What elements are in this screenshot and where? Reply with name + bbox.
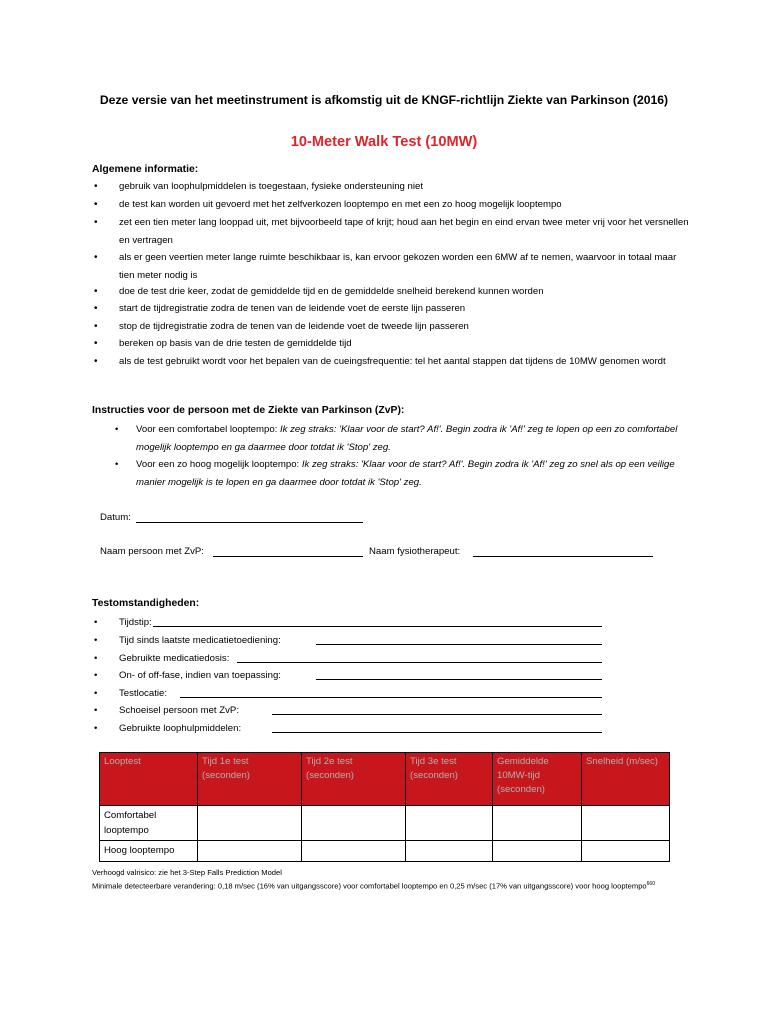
instruction-lead: Voor een comfortabel looptempo: — [136, 424, 280, 435]
table-header-row — [100, 753, 670, 806]
table-header: Gemiddelde 10MW-tijd (seconden) — [493, 753, 582, 806]
row-label: Comfortabel looptempo — [100, 806, 198, 841]
instructions-heading: Instructies voor de persoon met de Ziekte van Parkinson (ZvP): — [92, 405, 405, 416]
table-cell[interactable] — [198, 806, 302, 841]
general-heading: Algemene informatie: — [92, 164, 199, 175]
test-location-field[interactable] — [180, 697, 602, 698]
table-cell[interactable] — [493, 841, 582, 862]
medication-dose-field[interactable] — [237, 662, 602, 663]
source-note: Deze versie van het meetinstrument is afkomstig uit de KNGF-richtlijn Ziekte van Parkinson (2016) — [99, 93, 669, 107]
table-header: Tijd 1e test (seconden) — [198, 753, 302, 806]
mdc-note — [92, 879, 679, 892]
table-row — [100, 841, 670, 862]
therapist-label: Naam fysiotherapeut: — [369, 546, 461, 557]
date-label: Datum: — [100, 512, 131, 523]
fall-risk-note: Verhoogd valrisico: zie het 3-Step Falls Prediction Model — [92, 868, 282, 877]
person-label: Naam persoon met ZvP: — [100, 546, 204, 557]
table-header: Looptest — [100, 753, 198, 806]
instruction-lead: Voor een zo hoog mogelijk looptempo: — [136, 459, 302, 470]
on-off-phase-field[interactable] — [316, 679, 602, 680]
walking-aids-field[interactable] — [272, 732, 602, 733]
time-field[interactable] — [153, 626, 602, 627]
table-cell[interactable] — [302, 841, 406, 862]
table-header: Tijd 2e test (seconden) — [302, 753, 406, 806]
instruction-quote: Ik zeg straks: 'Klaar voor de start? Af!'. Begin zodra ik 'Af!' zeg te lopen op een zo comfortabel mogelijk looptempo en ga daarmee door totdat ik 'Stop' zeg. — [136, 424, 678, 453]
table-cell[interactable] — [302, 806, 406, 841]
page-title: 10-Meter Walk Test (10MW) — [290, 134, 478, 150]
row-label: Hoog looptempo — [100, 841, 198, 862]
mdc-text: Minimale detecteerbare verandering: 0,18 m/sec (16% van uitgangsscore) voor comfortabel looptempo en 0,25 m/sec (17% van uitgangsscore) voor hoog looptempo — [92, 881, 647, 891]
table-cell[interactable] — [406, 806, 493, 841]
table-cell[interactable] — [582, 806, 670, 841]
date-field[interactable] — [136, 522, 363, 523]
table-row — [100, 806, 670, 841]
footwear-field[interactable] — [272, 714, 602, 715]
medication-time-field[interactable] — [316, 644, 602, 645]
therapist-name-field[interactable] — [473, 556, 653, 557]
table-cell[interactable] — [493, 806, 582, 841]
table-header: Snelheid (m/sec) — [582, 753, 670, 806]
conditions-heading: Testomstandigheden: — [92, 598, 200, 609]
table-cell[interactable] — [582, 841, 670, 862]
table-cell[interactable] — [198, 841, 302, 862]
table-cell[interactable] — [406, 841, 493, 862]
results-table — [99, 752, 670, 862]
reference-superscript: 660 — [646, 881, 655, 887]
instruction-quote: Ik zeg straks: 'Klaar voor de start? Af!'. Begin zodra ik 'Af!' zeg zo snel als op een veilige manier mogelijk is te lopen en ga daarmee door totdat ik 'Stop' zeg. — [136, 459, 675, 488]
table-header: Tijd 3e test (seconden) — [406, 753, 493, 806]
person-name-field[interactable] — [213, 556, 363, 557]
